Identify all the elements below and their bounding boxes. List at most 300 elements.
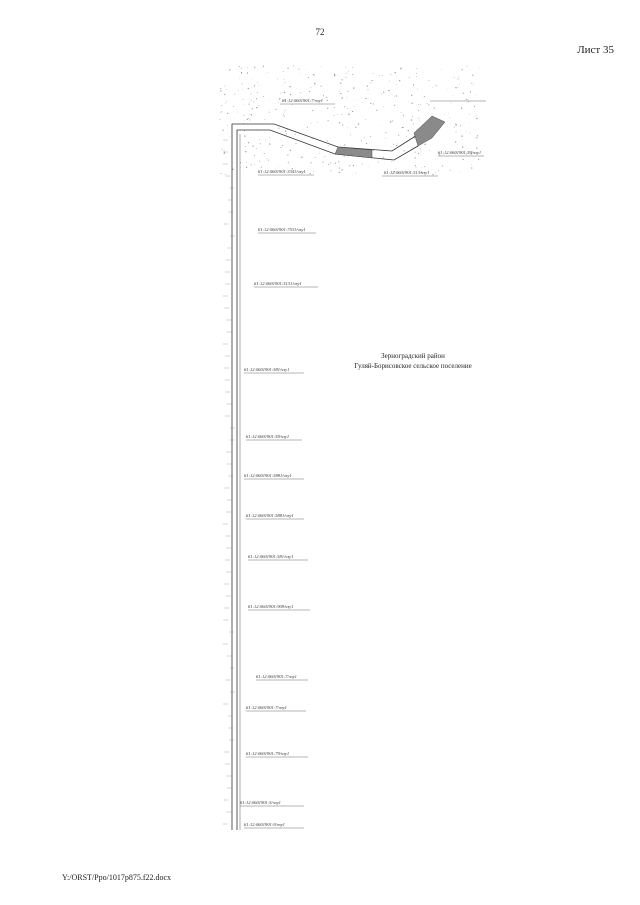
terrain-dot [470,91,471,92]
terrain-dot [296,143,297,144]
terrain-dot [415,157,416,158]
terrain-dot [358,123,359,124]
terrain-dot [310,173,311,174]
terrain-dot [406,136,407,137]
terrain-dot [309,91,310,92]
terrain-dot [282,145,283,146]
terrain-dot [226,101,227,102]
terrain-dot [246,167,247,168]
terrain-dot [251,114,252,115]
terrain-dot [383,92,384,93]
terrain-dot [313,74,314,75]
terrain-dot [392,121,393,122]
terrain-dot [396,168,397,169]
terrain-dot [399,80,400,81]
terrain-dot [251,164,252,165]
terrain-dot [313,171,314,172]
terrain-dot [241,72,242,73]
terrain-dot [327,100,328,101]
terrain-dot [365,98,366,99]
terrain-dot [290,94,291,95]
terrain-dot [460,125,461,126]
terrain-dot [350,135,351,136]
terrain-dot [278,128,279,129]
dimension-ticks [223,140,235,824]
terrain-dot [462,139,463,140]
terrain-dot [241,73,242,74]
terrain-dot [244,146,245,147]
terrain-dot [278,102,279,103]
terrain-dot [265,140,266,141]
terrain-dot [379,125,380,126]
terrain-dot [390,123,391,124]
terrain-dot [339,161,340,162]
terrain-dot [476,147,477,148]
terrain-dot [455,124,456,125]
terrain-dot [345,67,346,68]
terrain-dot [347,97,348,98]
terrain-dot [471,83,472,84]
terrain-dot [341,170,342,171]
terrain-dot [269,112,270,113]
terrain-dot [283,71,284,72]
settlement-name: Гуляй-Борисовское сельское поселение [354,362,472,370]
terrain-dot [458,78,459,79]
terrain-dot [469,122,470,123]
terrain-dot [397,144,398,145]
terrain-dot [249,104,250,105]
terrain-dot [328,146,329,147]
terrain-dot [319,153,320,154]
terrain-dot [424,144,425,145]
terrain-dot [370,136,371,137]
terrain-dot [349,112,350,113]
parcel-label: 61:12:0601901:513/чзу1 [384,170,430,175]
terrain-dot [286,134,287,135]
terrain-dot [343,145,344,146]
terrain-dot [455,87,456,88]
terrain-dot [285,131,286,132]
terrain-dot [384,106,385,107]
terrain-dot [353,87,354,88]
terrain-dot [446,138,447,139]
parcel-label: 61:12:0601901:7/чзу1 [256,674,297,679]
terrain-dot [376,110,377,111]
terrain-dot [347,127,348,128]
terrain-dot [277,79,278,80]
terrain-dot [398,131,399,132]
terrain-dot [466,131,467,132]
terrain-dot [284,92,285,93]
parcel-label: 61:12:0601901:3341/чзу1 [258,169,306,174]
terrain-dot [278,166,279,167]
terrain-dot [450,170,451,171]
terrain-dot [227,133,228,134]
terrain-dot [414,137,415,138]
terrain-dot [244,120,245,121]
terrain-dot [353,165,354,166]
terrain-dot [251,93,252,94]
terrain-dot [221,105,222,106]
terrain-dot [478,159,479,160]
terrain-dot [259,161,260,162]
terrain-dot [227,113,228,114]
terrain-dot [222,111,223,112]
terrain-dot [456,124,457,125]
terrain-dot [253,101,254,102]
terrain-dot [350,134,351,135]
terrain-dot [220,119,221,120]
terrain-dot [476,95,477,96]
terrain-dot [385,138,386,139]
terrain-dot [459,76,460,77]
terrain-dot [468,101,469,102]
terrain-dot [327,140,328,141]
terrain-dot [340,83,341,84]
terrain-dot [420,104,421,105]
parcel-label: 61:12:0601901:79/чзу1 [246,751,290,756]
terrain-dot [281,147,282,148]
terrain-dot [256,107,257,108]
terrain-dot [467,66,468,67]
terrain-dot [378,162,379,163]
terrain-dot [422,73,423,74]
terrain-dot [415,152,416,153]
terrain-dot [379,75,380,76]
terrain-dot [244,130,245,131]
terrain-dot [288,162,289,163]
terrain-dot [418,153,419,154]
terrain-dot [264,119,265,120]
terrain-dot [349,165,350,166]
parcel-label: 61:12:0601901:9/чзу1 [244,822,285,827]
terrain-dot [243,99,244,100]
terrain-dot [252,108,253,109]
terrain-dot [352,74,353,75]
terrain-dot [400,68,401,69]
terrain-dot [381,94,382,95]
terrain-dot [418,104,419,105]
terrain-dot [281,93,282,94]
terrain-dot [297,88,298,89]
terrain-dot [327,108,328,109]
terrain-dot [348,71,349,72]
terrain-dot [411,95,412,96]
terrain-dot [347,73,348,74]
terrain-dot [295,134,296,135]
terrain-dot [244,135,245,136]
terrain-dot [341,79,342,80]
terrain-dot [382,75,383,76]
terrain-dot [239,78,240,79]
terrain-dot [245,151,246,152]
terrain-dot [280,147,281,148]
terrain-dot [429,80,430,81]
terrain-dot [432,87,433,88]
terrain-dot [222,129,223,130]
terrain-dot [367,85,368,86]
terrain-dot [257,82,258,83]
terrain-dot [248,88,249,89]
terrain-dot [243,105,244,106]
parcel-label: 61:12:0601901:5/чзу1 [240,800,281,805]
terrain-dot [474,106,475,107]
terrain-dot [435,172,436,173]
terrain-dot [378,108,379,109]
terrain-dot [461,135,462,136]
terrain-dot [373,103,374,104]
terrain-dot [408,130,409,131]
region-label [338,351,488,371]
terrain-dot [459,171,460,172]
terrain-dot [352,111,353,112]
terrain-dot [245,146,246,147]
terrain-dot [417,89,418,90]
terrain-dot [221,134,222,135]
terrain-dot [413,84,414,85]
terrain-dot [441,69,442,70]
terrain-dot [220,173,221,174]
terrain-dot [300,73,301,74]
terrain-dot [411,119,412,120]
terrain-dot [459,84,460,85]
terrain-dot [232,169,233,170]
terrain-dot [339,172,340,173]
terrain-dot [334,74,335,75]
terrain-dot [307,127,308,128]
terrain-dot [233,163,234,164]
terrain-dot [266,73,267,74]
terrain-dot [476,118,477,119]
terrain-dot [344,106,345,107]
terrain-dot [352,174,353,175]
terrain-dot [344,144,345,145]
terrain-dot [339,91,340,92]
leader-lines [240,101,486,828]
terrain-dot [287,67,288,68]
terrain-dot [364,137,365,138]
terrain-dot [477,135,478,136]
region-name: Зерноградский район [381,352,445,360]
terrain-dot [476,137,477,138]
terrain-dot [462,146,463,147]
terrain-dot [388,90,389,91]
terrain-dot [383,157,384,158]
parcel-label: 61:12:0601901:5881/чзу1 [244,473,292,478]
terrain-dot [438,170,439,171]
terrain-dot [419,120,420,121]
terrain-dot [293,66,294,67]
terrain-dot [260,143,261,144]
terrain-dot [287,154,288,155]
terrain-dot [393,144,394,145]
terrain-dot [267,159,268,160]
terrain-dot [428,104,429,105]
terrain-dot [301,157,302,158]
terrain-dot [370,103,371,104]
terrain-dot [290,150,291,151]
terrain-dot [456,131,457,132]
terrain-dot [287,142,288,143]
terrain-dot [269,100,270,101]
terrain-dot [424,96,425,97]
terrain-dot [340,93,341,94]
terrain-dot [229,69,230,70]
terrain-dot [396,145,397,146]
terrain-dot [392,146,393,147]
parcel-label: 61:12:0601901:59/чзу1 [438,150,482,155]
terrain-dot [254,85,255,86]
terrain-dot [249,114,250,115]
terrain-dot [283,79,284,80]
terrain-dot [323,162,324,163]
terrain-dot [249,99,250,100]
terrain-dot [472,160,473,161]
terrain-dot [248,118,249,119]
terrain-dot [458,87,459,88]
terrain-dot [395,72,396,73]
terrain-dot [451,104,452,105]
terrain-dot [472,74,473,75]
terrain-dot [220,90,221,91]
terrain-dot [420,148,421,149]
terrain-dot [418,110,419,111]
terrain-dot [311,123,312,124]
corridor-shading [335,116,445,158]
terrain-dot [321,86,322,87]
terrain-dot [455,141,456,142]
terrain-dot [334,107,335,108]
terrain-dot [398,135,399,136]
terrain-dot [284,82,285,83]
terrain-dot [402,150,403,151]
terrain-dot [394,97,395,98]
terrain-dot [365,119,366,120]
terrain-dot [310,162,311,163]
terrain-dot [324,156,325,157]
terrain-dot [252,79,253,80]
terrain-dot [409,77,410,78]
terrain-dot [366,143,367,144]
terrain-dot [373,73,374,74]
terrain-dot [233,106,234,107]
terrain-dot [357,100,358,101]
terrain-dot [243,123,244,124]
terrain-dot [347,108,348,109]
terrain-dot [463,93,464,94]
terrain-dot [323,95,324,96]
terrain-dot [352,67,353,68]
terrain-dot [252,145,253,146]
terrain-dot [283,84,284,85]
terrain-dot [404,150,405,151]
terrain-dot [224,94,225,95]
terrain-dot [269,143,270,144]
terrain-dot [466,99,467,100]
terrain-dot [238,90,239,91]
terrain-dot [421,151,422,152]
terrain-dot [261,167,262,168]
terrain-dot [390,121,391,122]
terrain-dot [448,113,449,114]
terrain-dot [411,103,412,104]
terrain-dot [412,116,413,117]
terrain-dot [479,67,480,68]
terrain-dot [248,142,249,143]
terrain-dot [476,115,477,116]
terrain-dot [392,120,393,121]
terrain-dot [342,114,343,115]
terrain-dot [225,174,226,175]
terrain-dot [428,81,429,82]
terrain-dot [342,124,343,125]
terrain-dot [442,165,443,166]
terrain-dot [227,89,228,90]
terrain-dot [415,165,416,166]
terrain-dot [403,115,404,116]
terrain-dot [437,86,438,87]
terrain-dot [477,138,478,139]
terrain-dot [394,105,395,106]
terrain-dot [372,80,373,81]
terrain-dot [243,115,244,116]
terrain-dot [471,167,472,168]
terrain-dot [240,168,241,169]
terrain-dot [462,159,463,160]
terrain-dot [247,72,248,73]
terrain-dot [314,75,315,76]
terrain-dot [306,69,307,70]
terrain-dot [246,162,247,163]
terrain-dot [361,140,362,141]
terrain-dot [450,117,451,118]
terrain-dot [471,164,472,165]
terrain-dot [356,173,357,174]
terrain-dot [269,137,270,138]
terrain-dot [422,167,423,168]
terrain-dot [345,77,346,78]
terrain-dot [342,97,343,98]
terrain-dot [330,162,331,163]
terrain-dot [242,89,243,90]
terrain-dot [416,167,417,168]
terrain-dot [427,103,428,104]
parcel-label: 61:12:0601901:59/чзу1 [246,434,290,439]
terrain-dot [263,96,264,97]
terrain-dot [371,82,372,83]
terrain-dot [281,140,282,141]
terrain-dot [248,83,249,84]
terrain-dot [416,76,417,77]
terrain-dot [238,112,239,113]
terrain-dot [469,114,470,115]
terrain-dot [254,67,255,68]
terrain-dot [337,76,338,77]
terrain-dot [291,104,292,105]
terrain-dot [224,150,225,151]
terrain-dot [461,108,462,109]
terrain-dot [424,166,425,167]
terrain-dot [390,74,391,75]
terrain-dot [249,102,250,103]
terrain-dot [241,68,242,69]
parcel-label: 61:12:0601901:7/чзу1 [246,705,287,710]
parcel-label: 61:12:0601901:7531/чзу1 [258,227,306,232]
terrain-dot [347,91,348,92]
terrain-dot [396,84,397,85]
terrain-dot [254,164,255,165]
terrain-dot [347,98,348,99]
